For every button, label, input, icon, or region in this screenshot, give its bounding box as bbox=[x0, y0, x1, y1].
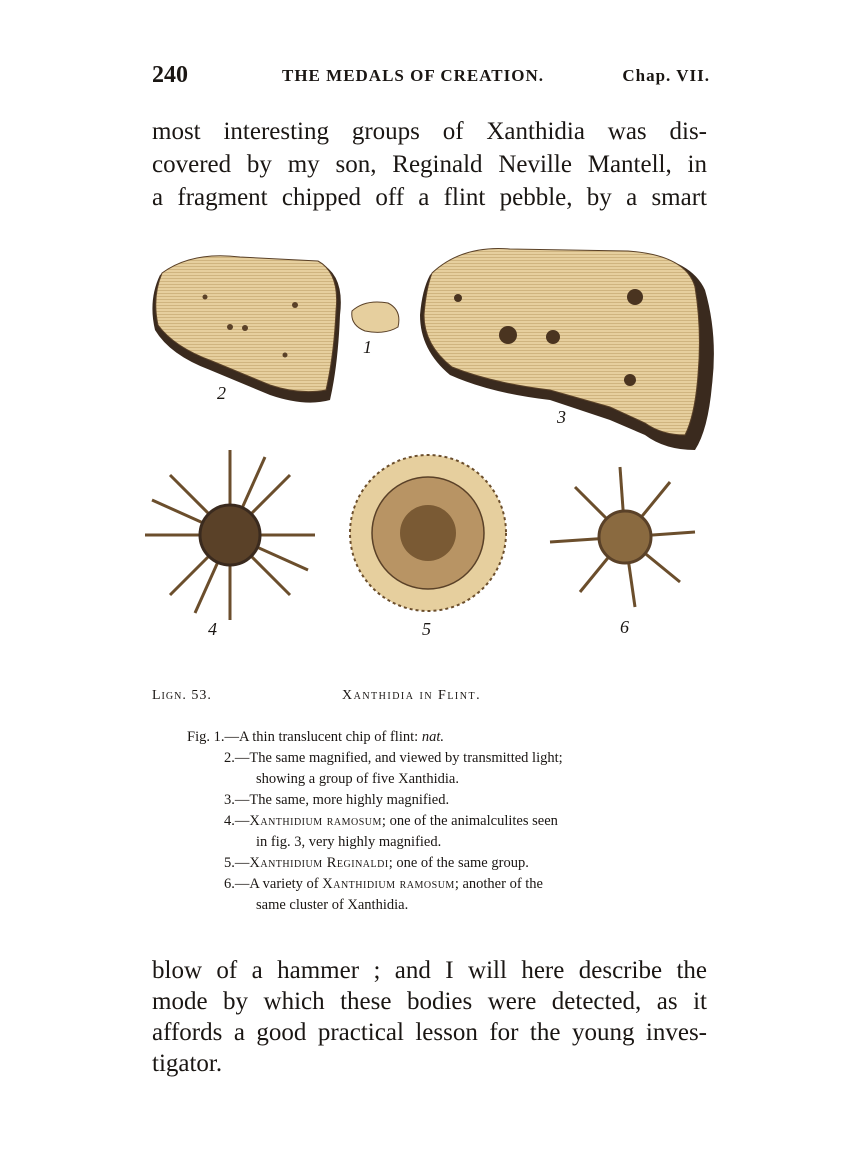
figure-label-4: 4 bbox=[208, 619, 217, 639]
running-title: THE MEDALS OF CREATION. bbox=[282, 66, 544, 85]
xanthidium-5 bbox=[350, 455, 506, 611]
running-header bbox=[152, 62, 710, 92]
text-line: mode by which these bodies were detected, as it bbox=[152, 988, 707, 1015]
text-line: tigator. bbox=[152, 1050, 223, 1077]
chapter-label: Chap. VII. bbox=[622, 66, 710, 85]
text-line: most interesting groups of Xanthidia was dis- bbox=[152, 118, 707, 145]
caption-title: Xanthidia in Flint. bbox=[342, 688, 482, 703]
figure-legend bbox=[187, 727, 677, 916]
figure-label-3: 3 bbox=[557, 407, 566, 427]
legend-item: 4.—Xanthidium ramosum; one of the animalculites seen in fig. 3, very highly magnified. bbox=[224, 813, 558, 850]
text-line: blow of a hammer ; and I will here describe the bbox=[152, 957, 707, 984]
text-line: affords a good practical lesson for the young inves- bbox=[152, 1019, 707, 1046]
plate-number: Lign. 53. bbox=[152, 688, 212, 703]
flint-fragment-3 bbox=[420, 249, 714, 451]
flint-chip-1 bbox=[352, 302, 399, 332]
figure-label-6: 6 bbox=[620, 617, 629, 637]
legend-item: 6.—A variety of Xanthidium ramosum; another of the same cluster of Xanthidia. bbox=[224, 876, 543, 913]
figure-label-2: 2 bbox=[217, 383, 226, 403]
legend-item: Fig. 1.—A thin translucent chip of flint: nat. bbox=[187, 729, 444, 745]
xanthidium-6 bbox=[550, 467, 695, 607]
text-line: covered by my son, Reginald Neville Mantell, in bbox=[152, 151, 707, 178]
xanthidium-4 bbox=[145, 450, 315, 620]
engraving-figure bbox=[130, 235, 730, 645]
paragraph-top bbox=[152, 115, 707, 214]
legend-item: 3.—The same, more highly magnified. bbox=[224, 792, 450, 808]
legend-item: 5.—Xanthidium Reginaldi; one of the same group. bbox=[224, 855, 529, 871]
flint-fragment-2 bbox=[152, 256, 340, 403]
legend-item: 2.—The same magnified, and viewed by transmitted light; showing a group of five Xanthidia. bbox=[224, 750, 563, 787]
page-number: 240 bbox=[152, 62, 188, 88]
text-line: a fragment chipped off a flint pebble, by a smart bbox=[152, 184, 707, 211]
figure-label-5: 5 bbox=[422, 619, 431, 639]
figure-label-1: 1 bbox=[363, 337, 372, 357]
paragraph-bottom bbox=[152, 955, 707, 1079]
